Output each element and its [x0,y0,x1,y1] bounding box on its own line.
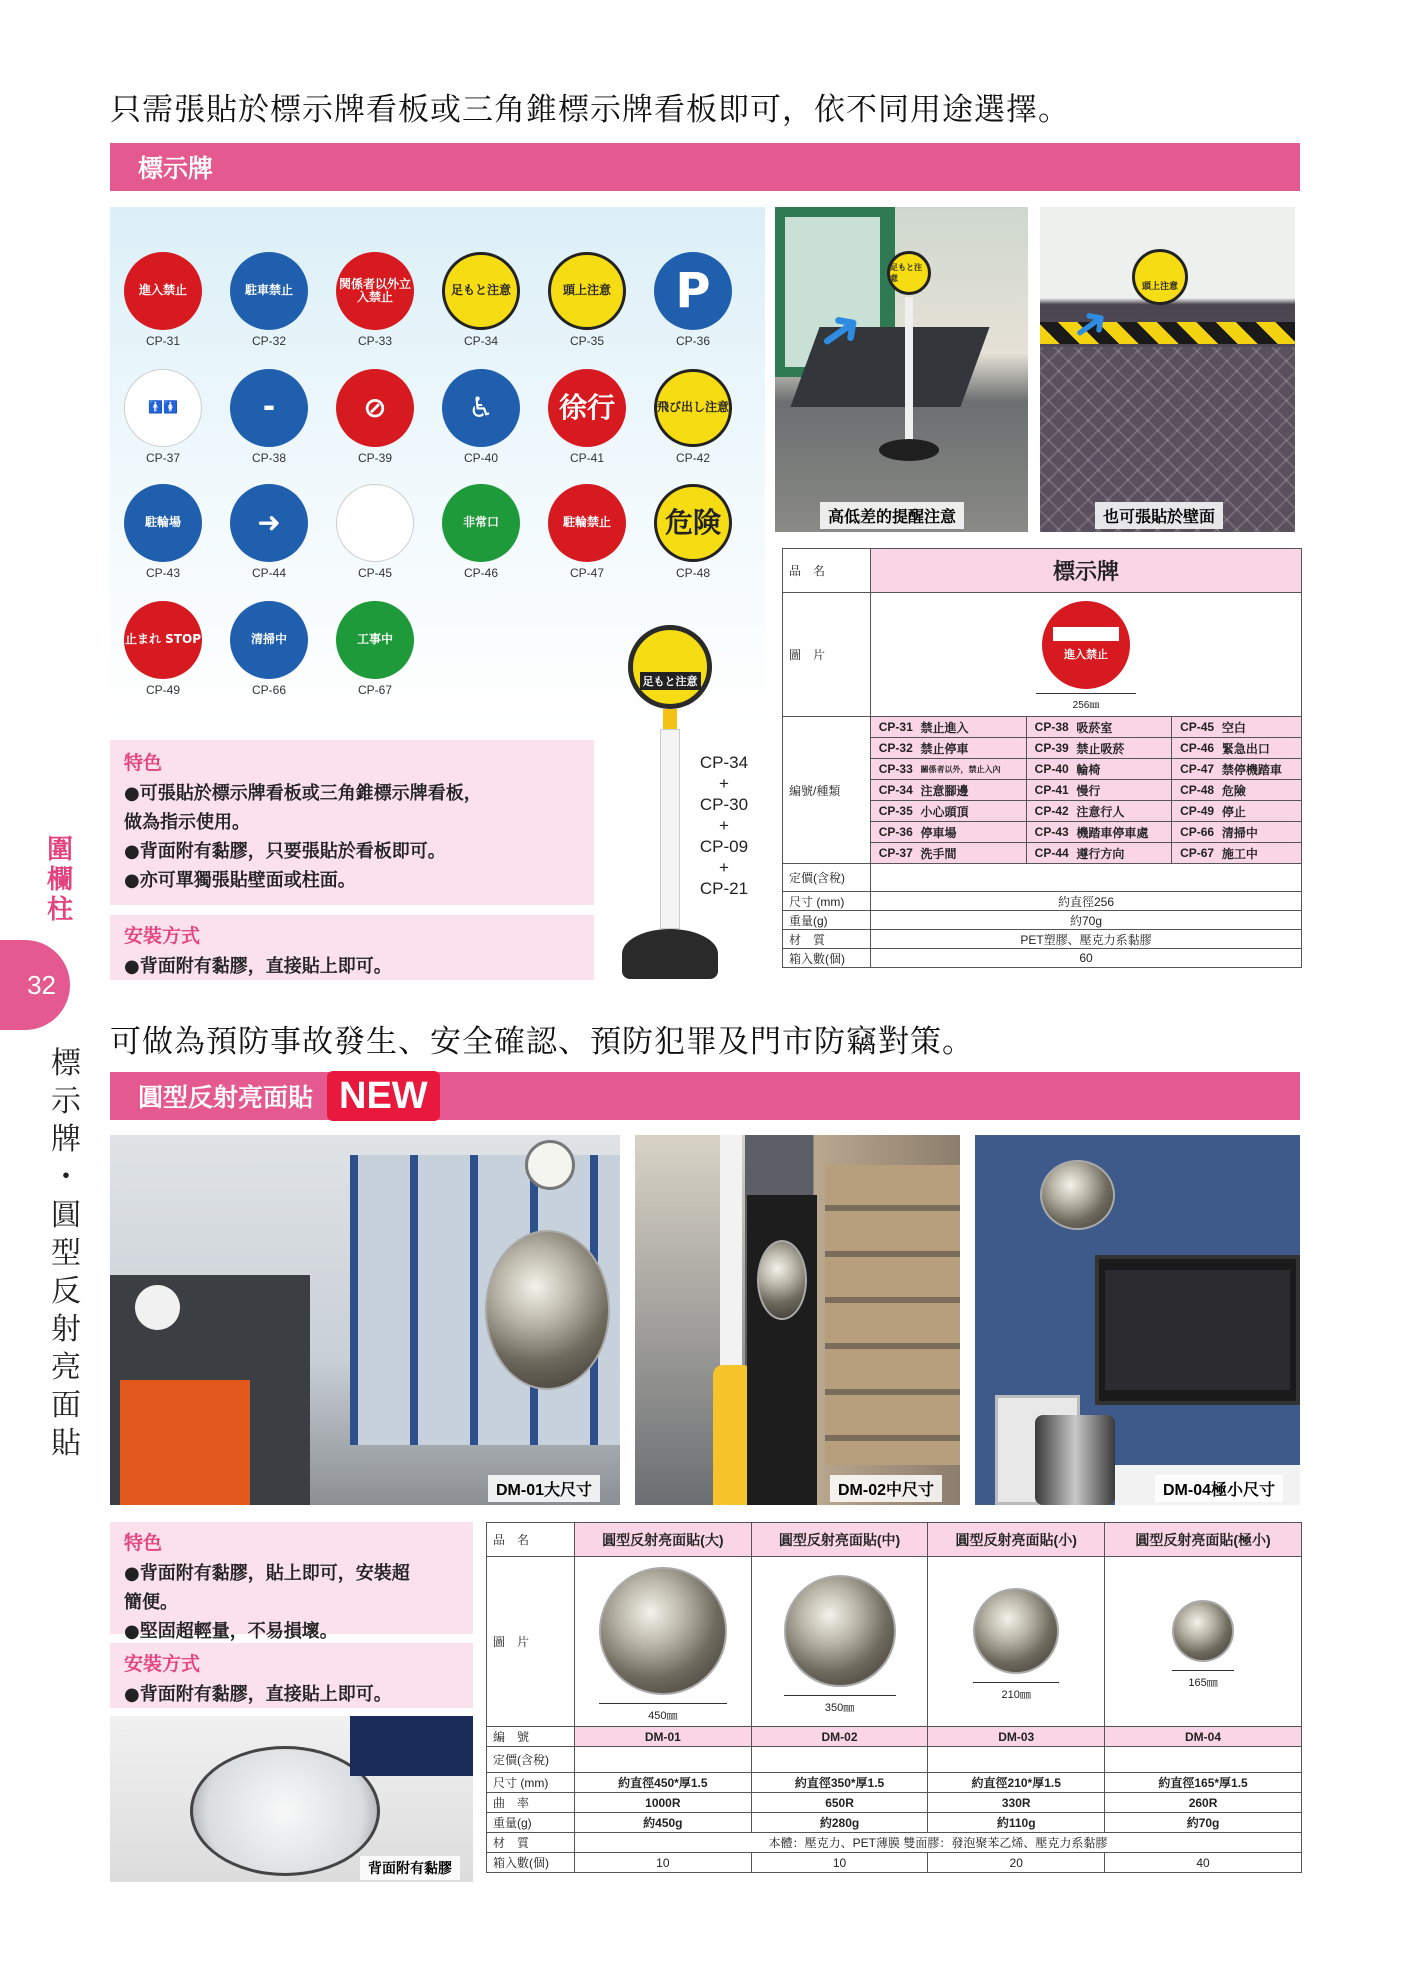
type-name: 緊急出口 [1222,738,1302,759]
sign-code: CP-66 [251,683,286,697]
section-bar-signs [110,143,1300,191]
sign-text: 進入禁止 [138,283,187,298]
product-qty: 20 [928,1853,1105,1873]
type-code: CP-43 [1026,822,1076,843]
product-curv: 260R [1105,1793,1302,1813]
photo-screen [1105,1270,1290,1390]
sign-code: CP-32 [251,334,286,348]
spec-label: 編 號 [487,1727,575,1747]
photo-worker [135,1285,180,1330]
install-title: 安裝方式 [124,925,201,947]
sign-cp-47 [548,484,626,562]
side-char: 圍 [46,835,73,865]
product-price [928,1747,1105,1773]
page-number: 32 [27,969,56,1000]
type-name: 慢行 [1076,780,1171,801]
type-code: CP-35 [871,801,921,822]
dm04-mirror [1040,1160,1115,1230]
spec-label: 圖 片 [487,1557,575,1727]
type-code: CP-47 [1172,759,1222,780]
type-code: CP-40 [1026,759,1076,780]
product-weight: 約70g [1105,1813,1302,1833]
mirror-image [599,1567,727,1695]
sign-code: CP-44 [251,566,286,580]
new-badge: NEW [327,1071,440,1121]
arrow-icon: ➜ [1060,293,1121,356]
sign-code: CP-48 [675,566,710,580]
sign-cp-37 [124,369,202,447]
install-text: ●背面附有黏膠，直接貼上即可。 [124,956,392,977]
stand-code: CP-34 [699,753,749,772]
spec-picture-cell [871,593,1302,717]
type-code: CP-46 [1172,738,1222,759]
type-name: 清掃中 [1222,822,1302,843]
sign-text: 清掃中 [250,632,287,647]
side-char: 型 [51,1236,81,1271]
install-box-mirrors [110,1643,473,1708]
sign-cp-40 [442,369,520,447]
sign-text: 飛び出し注意 [657,400,730,415]
type-name: 關係者以外，禁止入內 [921,759,1027,780]
side-char: 標 [51,1046,81,1081]
back-caption: 背面附有黏膠 [360,1856,460,1880]
photo1-caption: 高低差的提醒注意 [820,502,964,529]
stand-neck [663,709,677,729]
photo-dm04 [975,1135,1300,1505]
sign-text: 関係者以外立入禁止 [338,276,411,304]
product-price [751,1747,928,1773]
stand-base [622,929,718,979]
stand-code: CP-09 [699,837,749,856]
feature-line: ●背面附有黏膠，貼上即可，安裝超 [124,1563,410,1584]
install-box [110,915,594,980]
photo-arm [350,1716,473,1776]
mirror-image [973,1588,1059,1674]
feature-line: ●亦可單獨張貼壁面或柱面。 [124,870,356,891]
stand-code: CP-21 [699,879,749,898]
photo-caption: DM-02中尺寸 [830,1475,942,1502]
sign-code: CP-67 [357,683,392,697]
feature-line: ●背面附有黏膠，只要張貼於看板即可。 [124,841,446,862]
side-char: ・ [51,1160,81,1195]
section-bar-mirrors [110,1072,1300,1120]
product-name: 圓型反射亮面貼(極小) [1105,1523,1302,1557]
sign-text: 危険 [664,505,721,539]
type-code: CP-33 [871,759,921,780]
type-name: 施工中 [1222,843,1302,864]
sign-code: CP-38 [251,451,286,465]
sign-cp-31 [124,252,202,330]
arrow-icon: ➜ [803,291,877,370]
stand-pole [660,729,680,929]
section-title: 標示牌 [138,154,214,183]
sign-text: 駐輪場 [144,515,181,530]
spec-size: 約直徑256 [871,892,1302,911]
spec-label: 尺寸 (mm) [783,892,871,911]
product-name: 圓型反射亮面貼(大) [575,1523,752,1557]
feature-line: ●可張貼於標示牌看板或三角錐標示牌看板， [124,783,482,804]
type-code: CP-34 [871,780,921,801]
spec-label: 材 質 [783,930,871,949]
photo-dm01 [110,1135,620,1505]
dm01-mirror [485,1230,610,1390]
type-code: CP-66 [1172,822,1222,843]
stand-sign-text: 足もと注意 [640,672,701,690]
product-curv: 1000R [575,1793,752,1813]
dm02-mirror [757,1240,807,1320]
type-name: 機踏車停車處 [1076,822,1171,843]
type-name: 停車場 [921,822,1027,843]
spec-label: 圖 片 [783,593,871,717]
type-name: 停止 [1222,801,1302,822]
type-code: CP-42 [1026,801,1076,822]
mirror-image [784,1575,896,1687]
clock-icon [525,1140,575,1190]
dimension-line [1036,693,1136,694]
photo-caption: DM-01大尺寸 [488,1475,600,1502]
stand-code: + [719,774,729,793]
section-title: 圓型反射亮面貼 [138,1083,314,1112]
photo-forklift-body [120,1380,250,1505]
sign-cp-36 [654,252,732,330]
side-char: 射 [51,1312,81,1347]
side-char: 亮 [51,1350,81,1385]
product-name: 圓型反射亮面貼(中) [751,1523,928,1557]
product-name: 圓型反射亮面貼(小) [928,1523,1105,1557]
page-number-tab [0,940,70,1030]
dimension-label: 450㎜ [648,1710,678,1722]
lead-text-bottom: 可做為預防事故發生、安全確認、預防犯罪及門市防竊對策。 [110,1024,974,1060]
features-title: 特色 [124,752,163,774]
sign-cp-48 [654,484,732,562]
dimension-label: 350㎜ [824,1702,855,1714]
sign-code: CP-40 [463,451,498,465]
side-char: 牌 [51,1122,81,1157]
spec-label: 重量(g) [487,1813,575,1833]
spec-label: 箱入數(個) [783,949,871,968]
side-char: 面 [51,1388,81,1423]
product-curv: 650R [751,1793,928,1813]
spec-product-name: 標示牌 [871,549,1302,593]
install-title: 安裝方式 [124,1653,201,1675]
side-char: 貼 [51,1426,81,1461]
product-size: 約直徑165*厚1.5 [1105,1773,1302,1793]
type-code: CP-38 [1026,717,1076,738]
sign-cp-33 [336,252,414,330]
lead-text-top: 只需張貼於標示牌看板或三角錐標示牌看板即可，依不同用途選擇。 [110,92,1070,128]
product-qty: 10 [751,1853,928,1873]
type-name: 注意腳邊 [921,780,1027,801]
photo-back-adhesive [110,1716,473,1882]
sign-code: CP-46 [463,566,498,580]
stand-code-list [694,752,754,899]
sign-text: 足もと注意 [450,283,511,298]
type-code: CP-49 [1172,801,1222,822]
side-char: 示 [51,1084,81,1119]
photo1-base [879,439,939,461]
type-code: CP-44 [1026,843,1076,864]
product-picture-cell [928,1557,1105,1727]
product-code: DM-04 [1105,1727,1302,1747]
stand-code: + [719,816,729,835]
type-code: CP-36 [871,822,921,843]
side-char: 圓 [51,1198,81,1233]
stand-code: + [719,858,729,877]
type-code: CP-41 [1026,780,1076,801]
sign-code: CP-42 [675,451,710,465]
feature-line: 做為指示使用。 [124,812,250,833]
type-name: 禁停機踏車 [1222,759,1302,780]
dimension-line [784,1695,896,1696]
product-code: DM-02 [751,1727,928,1747]
photo-caption: DM-04極小尺寸 [1155,1475,1283,1502]
spec-price [871,864,1302,892]
no-entry-text: 進入禁止 [1064,649,1108,661]
mirror-image [1172,1600,1234,1662]
sign-code: CP-45 [357,566,392,580]
stand-sign [628,625,712,709]
product-size: 約直徑210*厚1.5 [928,1773,1105,1793]
type-name: 禁止進入 [921,717,1027,738]
photo-step-warning [775,207,1028,532]
type-name: 空白 [1222,717,1302,738]
type-name: 禁止停車 [921,738,1027,759]
photo-wall [1040,207,1295,532]
type-code: CP-67 [1172,843,1222,864]
dimension-line [599,1703,727,1704]
sign-cp-43 [124,484,202,562]
spec-table-signs [782,548,1302,968]
type-code: CP-39 [1026,738,1076,759]
product-price [575,1747,752,1773]
dimension-label: 165㎜ [1188,1677,1218,1689]
sign-cp-66 [230,601,308,679]
spec-label: 尺寸 (mm) [487,1773,575,1793]
spec-label: 曲 率 [487,1793,575,1813]
side-title [46,1045,86,1463]
type-name: 洗手間 [921,843,1027,864]
sign-text: P [675,262,711,319]
sign-cp-35 [548,252,626,330]
product-code: DM-03 [928,1727,1105,1747]
product-code: DM-01 [575,1727,752,1747]
install-text: ●背面附有黏膠，直接貼上即可。 [124,1684,392,1705]
sign-code: CP-35 [569,334,604,348]
side-char: 欄 [46,865,73,895]
sign-code: CP-49 [145,683,180,697]
sign-text: ⊘ [363,390,387,424]
type-code: CP-37 [871,843,921,864]
product-weight: 約450g [575,1813,752,1833]
sign-text: 駐輪禁止 [562,515,611,530]
sign-text: 頭上注意 [562,283,611,298]
photo-cylinder [1035,1415,1115,1505]
spec-label: 箱入數(個) [487,1853,575,1873]
sign-cp-38 [230,369,308,447]
product-picture-cell [575,1557,752,1727]
product-size: 約直徑450*厚1.5 [575,1773,752,1793]
photo-dm02 [635,1135,960,1505]
sign-cp-41 [548,369,626,447]
sign-cp-67 [336,601,414,679]
photo2-sign: 頭上注意 [1132,249,1188,305]
sign-code: CP-34 [463,334,498,348]
dimension-label: 256㎜ [1072,699,1100,711]
type-name: 輪椅 [1076,759,1171,780]
spec-label: 材 質 [487,1833,575,1853]
photo1-pole [905,297,913,447]
sign-cp-44 [230,484,308,562]
no-entry-sign [1042,601,1130,689]
sign-text: 🚹🚺 [148,400,178,415]
product-weight: 約280g [751,1813,928,1833]
sign-cp-49 [124,601,202,679]
sign-code: CP-36 [675,334,710,348]
type-name: 危險 [1222,780,1302,801]
type-code: CP-31 [871,717,921,738]
photo1-sign: 足もと注意 [887,251,931,295]
features-title: 特色 [124,1532,163,1554]
spec-label: 編號/種類 [783,717,871,864]
spec-material: PET塑膠、壓克力系黏膠 [871,930,1302,949]
type-code: CP-45 [1172,717,1222,738]
product-price [1105,1747,1302,1773]
sign-cp-34 [442,252,520,330]
product-picture-cell [751,1557,928,1727]
sign-text: ♿ [468,390,494,424]
sign-cp-42 [654,369,732,447]
type-code: CP-48 [1172,780,1222,801]
photo-shelves [825,1165,960,1465]
sign-cp-45 [336,484,414,562]
sign-code: CP-47 [569,566,604,580]
sign-text: 非常口 [462,515,499,530]
product-qty: 10 [575,1853,752,1873]
spec-label: 品 名 [487,1523,575,1557]
spec-label: 定價(含稅) [783,864,871,892]
sign-text: 止まれ STOP [124,632,201,647]
product-weight: 約110g [928,1813,1105,1833]
sign-text: ▬ [263,400,275,415]
dimension-line [973,1682,1059,1683]
spec-label: 定價(含稅) [487,1747,575,1773]
product-material: 本體：壓克力、PET薄膜 雙面膠：發泡聚苯乙烯、壓克力系黏膠 [575,1833,1302,1853]
product-picture-cell [1105,1557,1302,1727]
sign-code: CP-39 [357,451,392,465]
sign-code: CP-41 [569,451,604,465]
sign-cp-32 [230,252,308,330]
sign-text: ➜ [257,505,281,539]
type-name: 遵行方向 [1076,843,1171,864]
sign-text: 徐行 [558,390,615,424]
type-name: 禁止吸菸 [1076,738,1171,759]
spec-label: 重量(g) [783,911,871,930]
spec-table-mirrors [486,1522,1302,1873]
feature-line: ●堅固超輕量，不易損壞。 [124,1621,338,1642]
type-code: CP-32 [871,738,921,759]
type-name: 小心頭頂 [921,801,1027,822]
sign-cp-39 [336,369,414,447]
side-chapter [40,835,80,925]
feature-line: 簡便。 [124,1592,178,1613]
sign-text: 駐車禁止 [244,283,293,298]
product-curv: 330R [928,1793,1105,1813]
no-entry-bar [1053,627,1119,641]
sign-text: 工事中 [356,632,393,647]
sign-code: CP-33 [357,334,392,348]
stand-code: CP-30 [699,795,749,814]
sign-cp-46 [442,484,520,562]
sign-code: CP-31 [145,334,180,348]
features-box [110,740,594,905]
product-qty: 40 [1105,1853,1302,1873]
photo2-caption: 也可張貼於壁面 [1095,502,1223,529]
sign-code: CP-43 [145,566,180,580]
spec-label: 品 名 [783,549,871,593]
features-box-mirrors [110,1522,473,1642]
spec-qty: 60 [871,949,1302,968]
spec-weight: 約70g [871,911,1302,930]
side-char: 反 [51,1274,81,1309]
dimension-line [1172,1670,1234,1671]
type-name: 注意行人 [1076,801,1171,822]
sign-code: CP-37 [145,451,180,465]
dimension-label: 210㎜ [1001,1689,1031,1701]
side-char: 柱 [46,895,73,925]
product-size: 約直徑350*厚1.5 [751,1773,928,1793]
type-name: 吸菸室 [1076,717,1171,738]
